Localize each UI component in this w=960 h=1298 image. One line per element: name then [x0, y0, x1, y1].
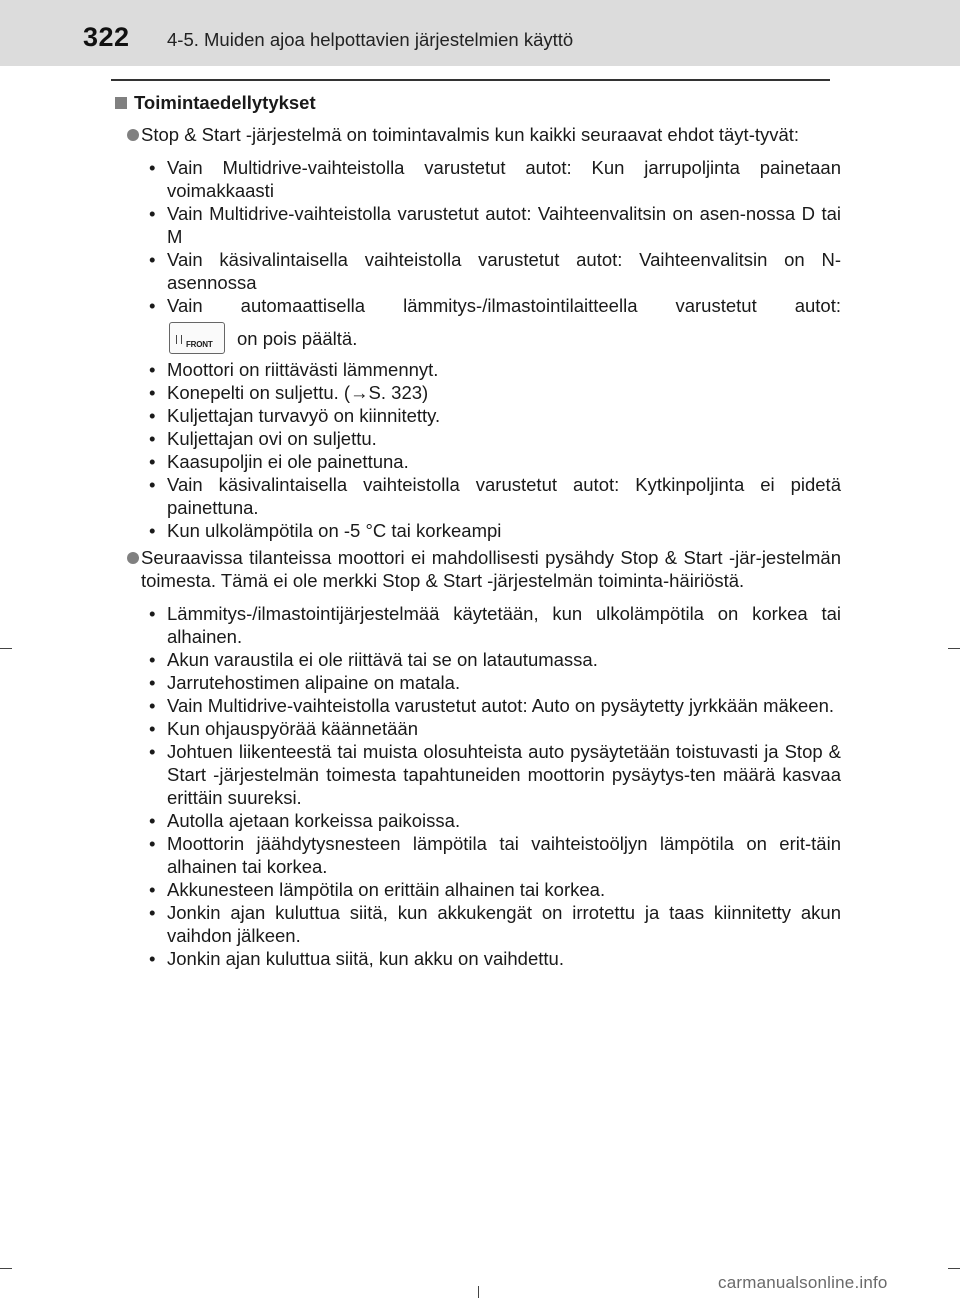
- list-item: [149, 202, 841, 248]
- crop-mark: [0, 648, 12, 649]
- crop-mark: [0, 1268, 12, 1269]
- list-item-text: Akkunesteen lämpötila on erittäin alhainen tai korkea.: [167, 879, 606, 900]
- crop-mark: [948, 648, 960, 649]
- list-item: [149, 809, 841, 832]
- list-item: [149, 248, 841, 294]
- bullet-glyph: •: [149, 833, 156, 854]
- page-number: 322: [83, 22, 130, 52]
- bullet-glyph: •: [149, 359, 156, 380]
- list-item: [149, 901, 841, 947]
- list-item-text: Moottorin jäähdytysnesteen lämpötila tai vaihteistoöljyn lämpötila on erit-täin alhainen tai korkea.: [167, 833, 841, 877]
- list-item-text: Kun ulkolämpötila on -5 °C tai korkeampi: [167, 520, 502, 541]
- ac-front-button-icon: [169, 322, 225, 354]
- bullet-glyph: •: [149, 249, 156, 270]
- paragraph-text: Stop & Start -järjestelmä on toimintavalmis kun kaikki seuraavat ehdot täyt-tyvät:: [141, 124, 800, 145]
- paragraph-exceptions: [111, 546, 841, 592]
- list-item-text: Vain Multidrive-vaihteistolla varustetut autot: Kun jarrupoljinta painetaan voimakkaasti: [167, 157, 841, 201]
- list-item: [149, 381, 841, 404]
- square-bullet-icon: [115, 97, 127, 109]
- list-item-text: Kuljettajan turvavyö on kiinnitetty.: [167, 405, 441, 426]
- bullet-glyph: •: [149, 672, 156, 693]
- list-item: [149, 947, 841, 970]
- section-heading: [111, 89, 841, 117]
- front-defrost-icon: FRONT: [186, 340, 213, 349]
- list-item: [149, 694, 841, 717]
- circle-bullet-icon: [127, 129, 139, 141]
- list-item-text: Lämmitys-/ilmastointijärjestelmää käytetään, kun ulkolämpötila on korkea tai alhainen.: [167, 603, 841, 647]
- crop-mark: [948, 1268, 960, 1269]
- bullet-glyph: •: [149, 157, 156, 178]
- list-item-text: Vain käsivalintaisella vaihteistolla varustetut autot: Kytkinpoljinta ei pidetä painettuna.: [167, 474, 841, 518]
- list-item-text: Kaasupoljin ei ole painettuna.: [167, 451, 409, 472]
- icon-line: [167, 320, 841, 356]
- bullet-glyph: •: [149, 879, 156, 900]
- bullet-glyph: •: [149, 474, 156, 495]
- bullet-glyph: •: [149, 451, 156, 472]
- bullet-glyph: •: [149, 603, 156, 624]
- list-item-text: Autolla ajetaan korkeissa paikoissa.: [167, 810, 461, 831]
- list-item: [149, 473, 841, 519]
- list-item: [149, 648, 841, 671]
- crop-mark: [478, 1286, 479, 1298]
- list-item: [149, 671, 841, 694]
- header-rule: [111, 79, 830, 81]
- indicator-bar-icon: [176, 335, 182, 344]
- list-item-text: Vain automaattisella lämmitys-/ilmastointilaitteella varustetut autot:: [167, 295, 841, 316]
- bullet-glyph: •: [149, 948, 156, 969]
- bullet-glyph: •: [149, 203, 156, 224]
- list-item-text: Kuljettajan ovi on suljettu.: [167, 428, 377, 449]
- bullet-glyph: •: [149, 520, 156, 541]
- conditions-list: [111, 156, 841, 542]
- list-item: [149, 404, 841, 427]
- paragraph-text: Seuraavissa tilanteissa moottori ei mahdollisesti pysähdy Stop & Start -jär-jestelmän toimesta. Tämä ei ole merkki Stop & Start -järjestelmän toiminta-häiriöstä.: [141, 547, 841, 591]
- list-item-text: Jonkin ajan kuluttua siitä, kun akkukengät on irrotettu ja taas kiinnitetty akun vaihdon jälkeen.: [167, 902, 841, 946]
- bullet-glyph: •: [149, 649, 156, 670]
- bullet-glyph: •: [149, 428, 156, 449]
- icon-suffix-text: on pois päältä.: [237, 327, 358, 349]
- list-item: [149, 832, 841, 878]
- list-item-text: Johtuen liikenteestä tai muista olosuhteista auto pysäytetään toistuvasti ja Stop & Start -järjestelmän toimesta tapahtuneiden moottorin pysäytys-ten määrä kasvaa erittäin suureksi.: [167, 741, 841, 808]
- bullet-glyph: •: [149, 902, 156, 923]
- list-item-text: Moottori on riittävästi lämmennyt.: [167, 359, 439, 380]
- list-item: [149, 602, 841, 648]
- list-item-text: Vain Multidrive-vaihteistolla varustetut autot: Auto on pysäytetty jyrkkään mäkeen.: [167, 695, 835, 716]
- list-item-text: Kun ohjauspyörää käännetään: [167, 718, 418, 739]
- exceptions-list: [111, 602, 841, 970]
- list-item: [149, 294, 841, 317]
- list-item: [149, 450, 841, 473]
- list-item-text: Akun varaustila ei ole riittävä tai se on latautumassa.: [167, 649, 598, 670]
- chapter-title: 4-5. Muiden ajoa helpottavien järjestelmien käyttö: [167, 29, 574, 50]
- list-item-text: Vain Multidrive-vaihteistolla varustetut autot: Vaihteenvalitsin on asen-nossa D tai M: [167, 203, 841, 247]
- list-item: [149, 717, 841, 740]
- list-item: [149, 740, 841, 809]
- watermark[interactable]: carmanualsonline.info: [718, 1273, 888, 1292]
- list-item-text: Konepelti on suljettu. (→S. 323): [167, 382, 429, 403]
- paragraph-conditions: [111, 123, 841, 146]
- list-item-text: Jarrutehostimen alipaine on matala.: [167, 672, 461, 693]
- list-item: [149, 156, 841, 202]
- bullet-glyph: •: [149, 295, 156, 316]
- page-content: [111, 89, 841, 970]
- list-item-text: Vain käsivalintaisella vaihteistolla varustetut autot: Vaihteenvalitsin on N-asennossa: [167, 249, 841, 293]
- bullet-glyph: •: [149, 382, 156, 403]
- bullet-glyph: •: [149, 718, 156, 739]
- list-item: [149, 427, 841, 450]
- list-item: [149, 519, 841, 542]
- section-heading-text: Toimintaedellytykset: [134, 92, 316, 113]
- bullet-glyph: •: [149, 810, 156, 831]
- bullet-glyph: •: [149, 405, 156, 426]
- circle-bullet-icon: [127, 552, 139, 564]
- list-item: [149, 878, 841, 901]
- bullet-glyph: •: [149, 741, 156, 762]
- bullet-glyph: •: [149, 695, 156, 716]
- list-item-text: Jonkin ajan kuluttua siitä, kun akku on vaihdettu.: [167, 948, 564, 969]
- list-item: [149, 358, 841, 381]
